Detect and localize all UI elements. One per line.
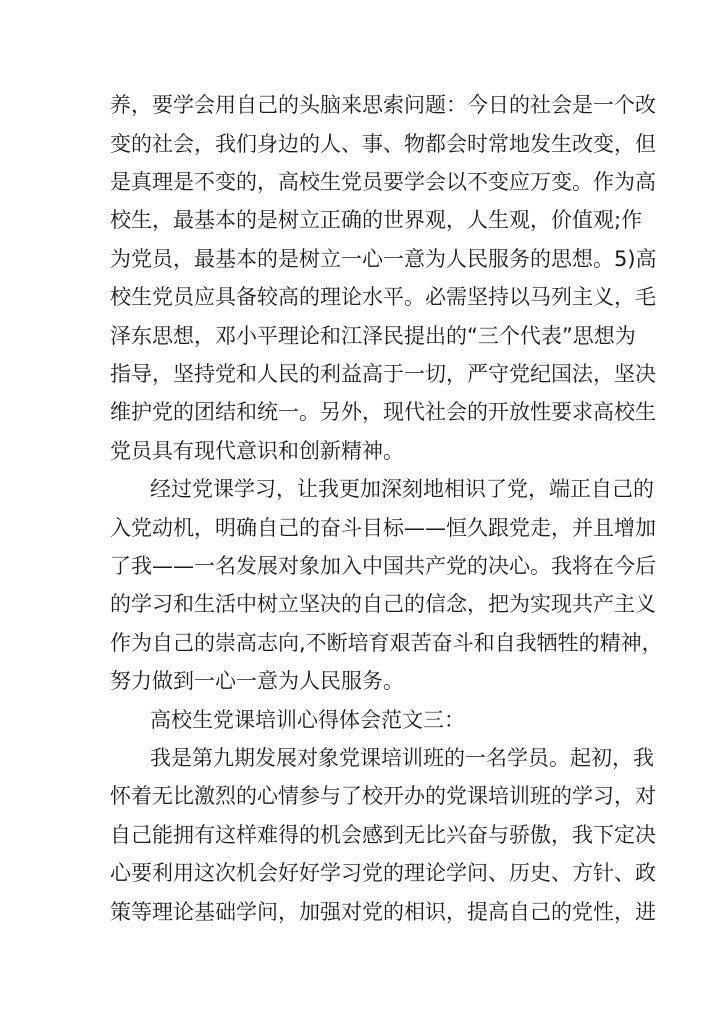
text-line: 养，要学会用自己的头脑来思索问题：今日的社会是一个改: [110, 93, 656, 117]
text-line: 校生党员应具备较高的理论水平。必需坚持以马列主义，毛: [110, 285, 656, 309]
text-line: 指导，坚持党和人民的利益高于一切，严守党纪国法，坚决: [110, 362, 656, 386]
text-line: 我是第九期发展对象党课培训班的一名学员。起初，我: [150, 746, 654, 770]
text-line: 自己能拥有这样难得的机会感到无比兴奋与骄傲，我下定决: [110, 823, 656, 847]
text-line: 泽东思想，邓小平理论和江泽民提出的“三个代表”思想为: [110, 324, 636, 348]
text-line: 变的社会，我们身边的人、事、物都会时常地发生改变，但: [110, 132, 656, 156]
text-line: 的学习和生活中树立坚决的自己的信念，把为实现共产主义: [110, 592, 656, 616]
text-line: 校生，最基本的是树立正确的世界观，人生观，价值观;作: [110, 208, 643, 232]
text-line: 是真理是不变的，高校生党员要学会以不变应万变。作为高: [110, 170, 656, 194]
text-line: 了我——一名发展对象加入中国共产党的决心。我将在今后: [110, 554, 656, 578]
text-line: 努力做到一心一意为人民服务。: [110, 669, 404, 693]
text-line: 心要利用这次机会好好学习党的理论学问、历史、方针、政: [110, 861, 656, 885]
text-line: 作为自己的崇高志向,不断培育艰苦奋斗和自我牺牲的精神，: [110, 631, 663, 655]
text-line: 党员具有现代意识和创新精神。: [110, 439, 404, 463]
text-line: 维护党的团结和统一。另外，现代社会的开放性要求高校生: [110, 400, 656, 424]
text-line: 入党动机，明确自己的奋斗目标——恒久跟党走，并且增加: [110, 516, 656, 540]
text-line: 怀着无比激烈的心情参与了校开办的党课培训班的学习，对: [110, 784, 656, 808]
text-line: 为党员，最基本的是树立一心一意为人民服务的思想。5)高: [110, 247, 657, 271]
section-heading: 高校生党课培训心得体会范文三：: [150, 708, 465, 732]
text-line: 策等理论基础学问，加强对党的相识，提高自己的党性，进: [110, 900, 656, 924]
text-line: 经过党课学习，让我更加深刻地相识了党，端正自己的: [150, 477, 654, 501]
